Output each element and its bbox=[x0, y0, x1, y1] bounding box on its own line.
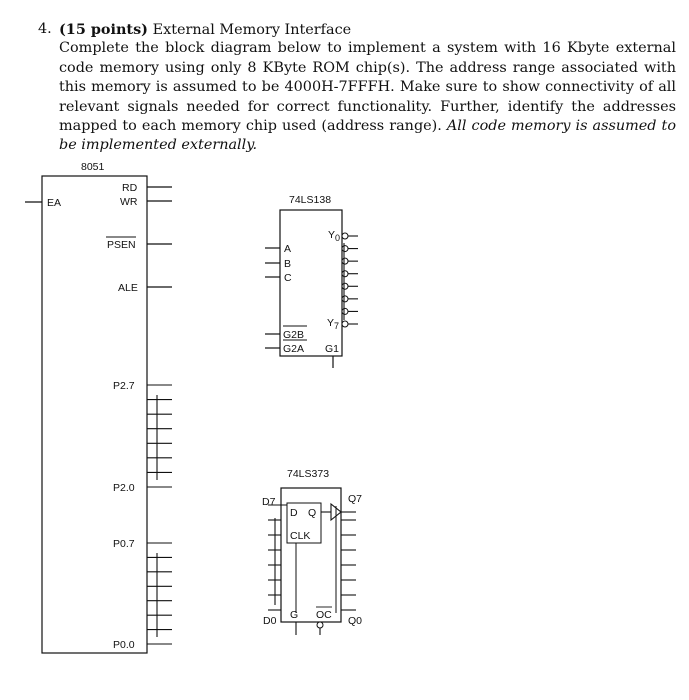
decoder-a-label: A bbox=[284, 243, 292, 255]
p07-label: P0.7 bbox=[113, 538, 135, 550]
ea-pin-label: EA bbox=[47, 197, 62, 209]
question-body-text: Complete the block diagram below to implement a system with 16 Kbyte external code memory using only 8 KByte ROM chip(s). The address range associated with this memory is assumed to be 4000H-7FFFH. Make sure to show connectivity of all relevant signals needed for correct functionality. Further, identify the addresses mapped to each memory chip used (address range). bbox=[59, 40, 676, 135]
latch-name: 74LS373 bbox=[287, 468, 330, 480]
decoder-output-bubble bbox=[342, 321, 348, 327]
decoder-c-label: C bbox=[284, 272, 292, 284]
question-title: External Memory Interface bbox=[152, 22, 352, 38]
ale-pin-label: ALE bbox=[118, 282, 138, 294]
latch-74ls373 bbox=[262, 468, 362, 635]
decoder-output-bubble bbox=[342, 283, 348, 289]
question-points: (15 points) bbox=[59, 21, 148, 38]
rd-pin-label: RD bbox=[122, 182, 138, 194]
latch-d0-label: D0 bbox=[263, 615, 277, 627]
mcu-name: 8051 bbox=[81, 161, 105, 173]
latch-q0-label: Q0 bbox=[348, 615, 363, 627]
decoder-output-bubble bbox=[342, 246, 348, 252]
decoder-output-bubble bbox=[342, 258, 348, 264]
psen-pin-label: PSEN bbox=[107, 239, 136, 251]
latch-g-label: G bbox=[290, 609, 299, 621]
question-body-italic: All code memory is assumed to be implemented externally. bbox=[59, 118, 676, 154]
latch-clk-label: CLK bbox=[290, 530, 311, 542]
decoder-y0-label: Y0 bbox=[328, 229, 341, 243]
p20-label: P2.0 bbox=[113, 482, 135, 494]
wr-pin-label: WR bbox=[120, 196, 138, 208]
decoder-g2a-label: G2A bbox=[283, 343, 305, 355]
decoder-g1-label: G1 bbox=[325, 343, 340, 355]
latch-q-label: Q bbox=[308, 507, 317, 519]
decoder-g2b-label: G2B bbox=[283, 329, 305, 341]
decoder-y7-label: Y7 bbox=[327, 317, 340, 331]
decoder-name: 74LS138 bbox=[289, 194, 332, 206]
latch-q7-label: Q7 bbox=[348, 493, 363, 505]
decoder-output-bubble bbox=[342, 296, 348, 302]
question-number: 4. bbox=[38, 21, 52, 37]
mcu-port-pins bbox=[147, 385, 172, 644]
latch-d-label: D bbox=[290, 507, 298, 519]
decoder-output-bubble bbox=[342, 308, 348, 314]
latch-d7-label: D7 bbox=[262, 496, 276, 508]
latch-oc-bubble bbox=[317, 622, 323, 628]
mcu-8051 bbox=[25, 161, 172, 653]
decoder-outputs bbox=[342, 233, 358, 327]
p27-label: P2.7 bbox=[113, 380, 135, 392]
latch-oc-label: OC bbox=[316, 609, 332, 621]
decoder-b-label: B bbox=[284, 258, 292, 270]
decoder-output-bubble bbox=[342, 233, 348, 239]
decoder-output-bubble bbox=[342, 271, 348, 277]
decoder-74ls138 bbox=[265, 194, 358, 368]
p00-label: P0.0 bbox=[113, 639, 135, 651]
